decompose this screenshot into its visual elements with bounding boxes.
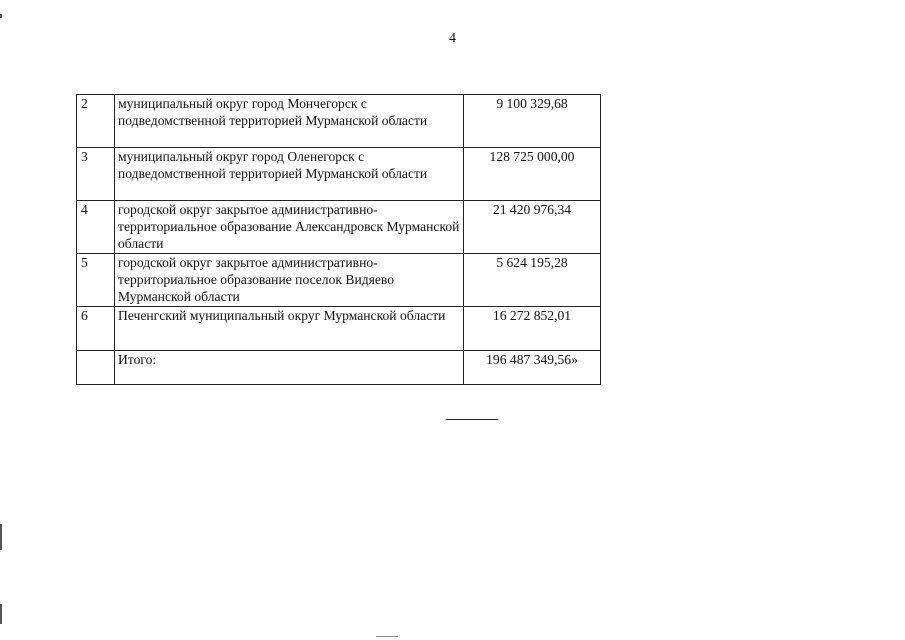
municipality-name: муниципальный округ город Мончегорск с подведомственной территорией Мурманской области	[115, 95, 464, 148]
row-number: 2	[77, 95, 115, 148]
total-label: Итого:	[115, 351, 464, 385]
amount-cell: 16 272 852,01	[464, 307, 601, 351]
scan-margin-mark	[0, 14, 2, 18]
table-row	[77, 201, 601, 254]
total-row	[77, 351, 601, 385]
distribution-table	[76, 94, 601, 385]
row-number: 3	[77, 148, 115, 201]
end-of-document-rule	[446, 419, 498, 420]
scan-margin-mark	[0, 524, 2, 550]
municipality-name: городской округ закрытое административно-территориальное образование поселок Видяево Мурманской области	[115, 254, 464, 307]
municipality-name: городской округ закрытое административно-территориальное образование Александровск Мурманской области	[115, 201, 464, 254]
municipality-name: Печенгский муниципальный округ Мурманской области	[115, 307, 464, 351]
row-number: 5	[77, 254, 115, 307]
scan-bottom-mark	[376, 636, 398, 637]
table-row	[77, 254, 601, 307]
table-row	[77, 307, 601, 351]
page-number: 4	[449, 31, 456, 46]
table-row	[77, 148, 601, 201]
total-number-cell	[77, 351, 115, 385]
municipality-name: муниципальный округ город Оленегорск с подведомственной территорией Мурманской области	[115, 148, 464, 201]
amount-cell: 21 420 976,34	[464, 201, 601, 254]
amount-cell: 9 100 329,68	[464, 95, 601, 148]
amount-cell: 5 624 195,28	[464, 254, 601, 307]
total-amount: 196 487 349,56»	[464, 351, 601, 385]
scan-margin-mark	[0, 604, 2, 624]
row-number: 4	[77, 201, 115, 254]
amount-cell: 128 725 000,00	[464, 148, 601, 201]
table-row	[77, 95, 601, 148]
row-number: 6	[77, 307, 115, 351]
